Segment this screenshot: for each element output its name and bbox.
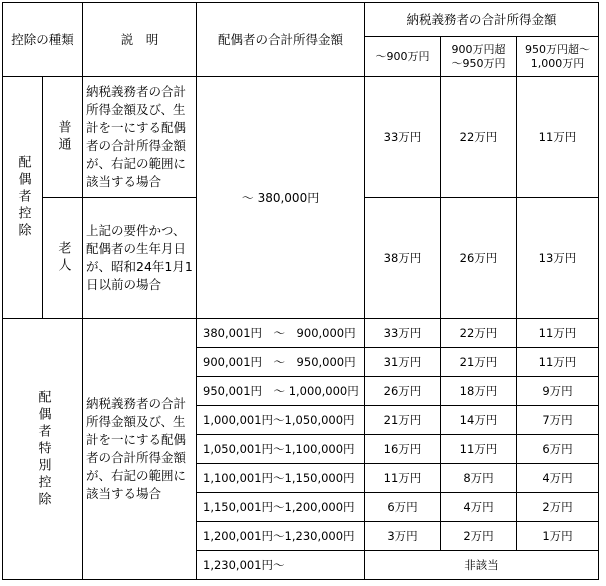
special-amount-1-3: 11万円 — [517, 319, 599, 348]
special-amount-8-2: 2万円 — [441, 522, 517, 551]
header-col-2-line2: ～950万円 — [451, 56, 506, 70]
special-range-last: 1,230,001円～ — [197, 551, 365, 580]
special-amount-5-2: 11万円 — [441, 435, 517, 464]
header-col-3-line1: 950万円超～ — [525, 42, 590, 56]
special-deduction-label-cell — [3, 319, 83, 580]
special-amount-1-2: 22万円 — [441, 319, 517, 348]
special-range-2: 900,001円 ～ 950,000円 — [197, 348, 365, 377]
special-range-7: 1,150,001円～1,200,000円 — [197, 493, 365, 522]
special-amount-3-2: 18万円 — [441, 377, 517, 406]
general-amount-1: 33万円 — [365, 77, 441, 198]
special-deduction-label: 配偶者特別控除 — [35, 389, 51, 509]
special-amount-1-1: 33万円 — [365, 319, 441, 348]
special-amount-5-3: 6万円 — [517, 435, 599, 464]
header-description: 説 明 — [83, 3, 197, 77]
special-amount-6-3: 4万円 — [517, 464, 599, 493]
elderly-amount-2: 26万円 — [441, 198, 517, 319]
header-col-3 — [517, 37, 599, 77]
special-amount-7-2: 4万円 — [441, 493, 517, 522]
spouse-deduction-label: 配偶者控除 — [15, 155, 31, 240]
header-col-2 — [441, 37, 517, 77]
header-col-3-line2: 1,000万円 — [530, 56, 585, 70]
spouse-deduction-table — [2, 2, 599, 580]
special-amount-7-1: 6万円 — [365, 493, 441, 522]
special-amount-6-2: 8万円 — [441, 464, 517, 493]
header-spouse-income: 配偶者の合計所得金額 — [197, 3, 365, 77]
special-range-1: 380,001円 ～ 900,000円 — [197, 319, 365, 348]
special-amount-3-1: 26万円 — [365, 377, 441, 406]
special-amount-2-2: 21万円 — [441, 348, 517, 377]
special-range-8: 1,200,001円～1,230,000円 — [197, 522, 365, 551]
general-amount-2: 22万円 — [441, 77, 517, 198]
special-amount-2-3: 11万円 — [517, 348, 599, 377]
header-payer-income: 納税義務者の合計所得金額 — [365, 3, 599, 37]
elderly-amount-1: 38万円 — [365, 198, 441, 319]
spouse-deduction-label-cell — [3, 77, 43, 319]
special-amount-2-1: 31万円 — [365, 348, 441, 377]
special-range-3: 950,001円 ～ 1,000,000円 — [197, 377, 365, 406]
special-amount-8-1: 3万円 — [365, 522, 441, 551]
special-amount-7-3: 2万円 — [517, 493, 599, 522]
header-kind: 控除の種類 — [3, 3, 83, 77]
special-amount-6-1: 11万円 — [365, 464, 441, 493]
special-amount-4-1: 21万円 — [365, 406, 441, 435]
special-amount-3-3: 9万円 — [517, 377, 599, 406]
header-col-1: ～900万円 — [365, 37, 441, 77]
special-range-6: 1,100,001円～1,150,000円 — [197, 464, 365, 493]
general-label: 普通 — [55, 120, 71, 154]
elderly-amount-3: 13万円 — [517, 198, 599, 319]
general-description: 納税義務者の合計所得金額及び、生計を一にする配偶者の合計所得金額が、右記の範囲に該当する場合 — [83, 77, 197, 198]
general-label-cell — [43, 77, 83, 198]
special-deduction-description: 納税義務者の合計所得金額及び、生計を一にする配偶者の合計所得金額が、右記の範囲に該当する場合 — [83, 319, 197, 580]
special-amount-8-3: 1万円 — [517, 522, 599, 551]
not-applicable: 非該当 — [365, 551, 599, 580]
header-col-2-line1: 900万円超 — [451, 42, 506, 56]
elderly-label-cell — [43, 198, 83, 319]
elderly-label: 老人 — [55, 241, 71, 275]
special-amount-4-3: 7万円 — [517, 406, 599, 435]
special-amount-5-1: 16万円 — [365, 435, 441, 464]
special-range-5: 1,050,001円～1,100,000円 — [197, 435, 365, 464]
special-range-4: 1,000,001円～1,050,000円 — [197, 406, 365, 435]
special-amount-4-2: 14万円 — [441, 406, 517, 435]
general-amount-3: 11万円 — [517, 77, 599, 198]
elderly-description: 上記の要件かつ、配偶者の生年月日が、昭和24年1月1日以前の場合 — [83, 198, 197, 319]
spouse-deduction-range: ～ 380,000円 — [197, 77, 365, 319]
